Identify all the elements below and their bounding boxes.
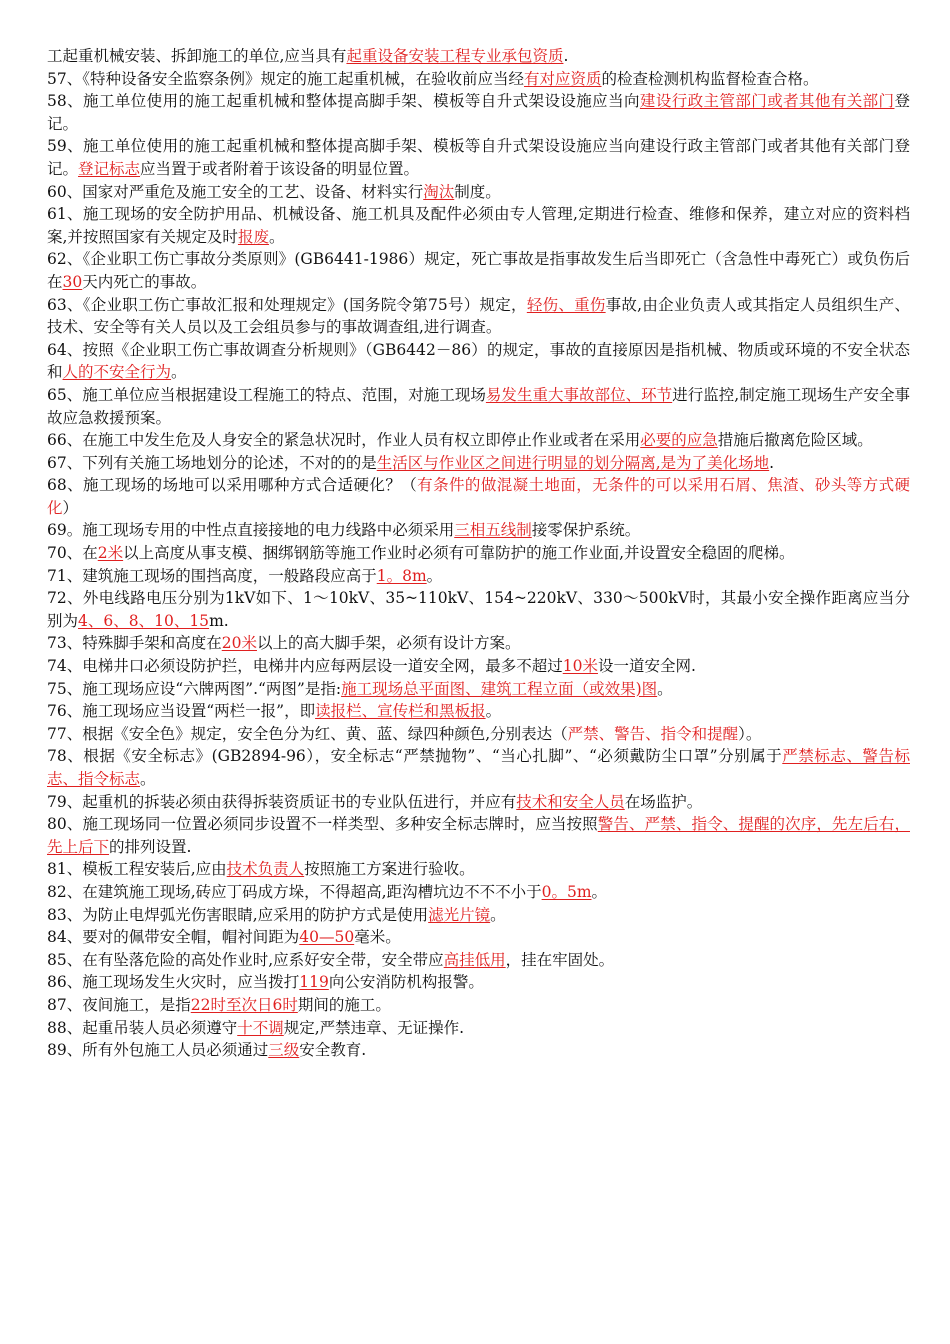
question-text: 60、国家对严重危及施工安全的工艺、设备、材料实行 xyxy=(47,182,424,201)
question-item xyxy=(47,294,910,339)
question-text: 75、施工现场应设“六牌两图”.“两图”是指: xyxy=(47,679,342,698)
question-text: 。 xyxy=(490,905,506,924)
answer-text: 三相五线制 xyxy=(454,521,532,540)
question-text: 73、特殊脚手架和高度在 xyxy=(47,634,222,653)
question-text: . xyxy=(563,47,569,65)
question-item xyxy=(47,813,910,858)
answer-text: 警告、严禁、指令、提醒的次序，先左后右，先上后下 xyxy=(47,815,910,856)
question-item xyxy=(47,135,910,180)
question-text: m. xyxy=(209,611,229,630)
question-text: 67、下列有关施工场地划分的论述，不对的的是 xyxy=(47,453,377,472)
answer-text: 三级 xyxy=(268,1041,300,1060)
question-text: 82、在建筑施工现场,砖应丁码成方垛，不得超高,距沟槽坑边不不不小于 xyxy=(47,882,542,901)
answer-text: 22时至次日6时 xyxy=(190,995,298,1014)
answer-text: 20米 xyxy=(221,634,257,653)
question-text: 安全教育. xyxy=(299,1041,367,1060)
question-text: 接零保护系统。 xyxy=(531,521,641,540)
answer-text: 建设行政主管部门或者其他有关部门 xyxy=(639,92,895,111)
question-item xyxy=(47,971,910,994)
answer-text: 有条件的做混凝土地面，无条件的可以采用石屑、焦渣、砂头等方式硬化 xyxy=(47,476,910,517)
question-text: 措施后撤离危险区域。 xyxy=(717,431,873,450)
question-item xyxy=(47,858,910,881)
question-text: ）。 xyxy=(738,724,762,743)
question-text: 69。施工现场专用的中性点直接接地的电力线路中必须采用 xyxy=(47,521,455,540)
question-text: 。 xyxy=(591,882,608,901)
question-text: 期间的施工。 xyxy=(297,995,391,1014)
question-text: 81、模板工程安装后,应由 xyxy=(47,860,227,879)
question-item xyxy=(47,904,910,927)
question-text: 89、所有外包施工人员必须通过 xyxy=(47,1041,269,1060)
question-text: 制度。 xyxy=(454,182,501,201)
question-item xyxy=(47,791,910,814)
answer-text: 生活区与作业区之间进行明显的划分隔离,是为了美化场地 xyxy=(376,453,770,472)
answer-text: 1。8m xyxy=(376,566,427,585)
answer-text: 淘汰 xyxy=(423,182,455,201)
question-item xyxy=(47,745,910,790)
question-item xyxy=(47,90,910,135)
question-text: 毫米。 xyxy=(354,928,401,947)
question-item xyxy=(47,587,910,632)
question-text: 68、施工现场的场地可以采用哪种方式合适硬化？（ xyxy=(47,476,418,495)
question-text: 。 xyxy=(268,227,285,246)
question-text: 84、要对的佩带安全帽，帽衬间距为 xyxy=(47,928,300,947)
question-text: 设一道安全网. xyxy=(597,657,696,676)
question-text: 85、在有坠落危险的高处作业时,应系好安全带，安全带应 xyxy=(47,950,444,969)
answer-text: 滤光片镜 xyxy=(428,905,491,924)
question-text: 进行监控,制定施工现场生产安全事故应急救援预案。 xyxy=(47,385,910,427)
question-item xyxy=(47,723,910,746)
question-text: 78、根据《安全标志》(GB2894-96），安全标志“严禁抛物”、“当心扎脚”、“必须戴防尘口罩”分别属于 xyxy=(47,747,783,766)
question-item xyxy=(47,452,910,475)
question-text: 62、《企业职工伤亡事故分类原则》(GB6441-1986）规定，死亡事故是指事故发生后当即死亡（含急性中毒死亡）或负伤后在 xyxy=(47,250,910,291)
question-text: 57、《特种设备安全监察条例》规定的施工起重机械，在验收前应当经 xyxy=(47,69,524,88)
question-text: 天内死亡的事故。 xyxy=(82,272,207,291)
question-text: 77、根据《安全色》规定，安全色分为红、黄、蓝、绿四种颜色,分别表达（ xyxy=(47,724,568,743)
question-text: ，挂在牢固处。 xyxy=(505,950,615,969)
question-text: 的检查检测机构监督检查合格。 xyxy=(601,69,819,88)
question-text: 以上的高大脚手架，必须有设计方案。 xyxy=(256,634,521,653)
question-text: 以上高度从事支模、捆绑钢筋等施工作业时必须有可靠防护的施工作业面,并设置安全稳固的爬梯。 xyxy=(123,544,795,563)
question-item xyxy=(47,203,910,248)
question-item xyxy=(47,655,910,678)
question-text: 86、施工现场发生火灾时，应当拨打 xyxy=(47,973,300,992)
question-text: 。 xyxy=(657,679,673,698)
question-item xyxy=(47,339,910,384)
question-text: 74、电梯井口必须设防护拦，电梯井内应每两层设一道安全网，最多不超过 xyxy=(47,657,563,676)
question-item xyxy=(47,632,910,655)
question-text: 58、施工单位使用的施工起重机械和整体提高脚手架、模板等自升式架设设施应当向 xyxy=(47,92,640,111)
question-text: 。 xyxy=(485,702,502,721)
question-item xyxy=(47,994,910,1017)
question-text: 按照施工方案进行验收。 xyxy=(304,860,475,879)
question-item xyxy=(47,181,910,204)
question-text: 87、夜间施工，是指 xyxy=(47,995,191,1014)
answer-text: 2米 xyxy=(97,544,124,563)
question-item xyxy=(47,949,910,972)
question-item xyxy=(47,1017,910,1040)
answer-text: 报废 xyxy=(237,227,269,246)
answer-text: 高挂低用 xyxy=(443,950,506,969)
question-item xyxy=(47,68,910,91)
question-text: 工起重机械安装、拆卸施工的单位,应当具有 xyxy=(47,47,347,65)
question-item xyxy=(47,700,910,723)
answer-text: 技术负责人 xyxy=(226,860,305,879)
question-text: 63、《企业职工伤亡事故汇报和处理规定》(国务院令第75号）规定， xyxy=(47,295,527,314)
question-text: 70、在 xyxy=(47,544,98,563)
answer-text: 起重设备安装工程专业承包资质 xyxy=(346,47,564,65)
question-text: 应当置于或者附着于该设备的明显位置。 xyxy=(140,159,420,178)
answer-text: 施工现场总平面图、建筑工程立面（或效果)图 xyxy=(341,679,658,698)
question-text: 80、施工现场同一位置必须同步设置不一样类型、多种安全标志牌时，应当按照 xyxy=(47,815,598,834)
question-text: 59、施工单位使用的施工起重机械和整体提高脚手架、模板等自升式架设设施应当向建设行政主管部门或者其他有关部门登记。 xyxy=(47,137,910,178)
question-text: 的排列设置. xyxy=(109,837,192,856)
answer-text: 人的不安全行为 xyxy=(62,363,172,382)
answer-text: 易发生重大事故部位、环节 xyxy=(485,385,673,404)
question-item xyxy=(47,881,910,904)
question-item xyxy=(47,926,910,949)
question-item xyxy=(47,678,910,701)
question-text: 65、施工单位应当根据建设工程施工的特点、范围，对施工现场 xyxy=(47,385,486,404)
answer-text: 10米 xyxy=(562,657,598,676)
answer-text: 技术和安全人员 xyxy=(516,792,625,811)
answer-text: 轻伤、重伤 xyxy=(526,295,606,314)
question-item xyxy=(47,1039,910,1062)
answer-text: 严禁标志、警告标志、指令标志 xyxy=(47,747,910,788)
question-text: 83、为防止电焊弧光伤害眼睛,应采用的防护方式是使用 xyxy=(47,905,429,924)
question-item xyxy=(47,248,910,293)
question-text: 88、起重吊装人员必须遵守 xyxy=(47,1018,238,1037)
question-text: 在场监护。 xyxy=(624,792,703,811)
question-text: 。 xyxy=(426,566,443,585)
question-item xyxy=(47,429,910,452)
answer-text: 有对应资质 xyxy=(523,69,602,88)
question-text: 64、按照《企业职工伤亡事故调查分析规则》（GB6442－86）的规定，事故的直接原因是指机械、物质或环境的不安全状态和 xyxy=(47,340,910,382)
answer-text: 十不调 xyxy=(237,1018,284,1037)
answer-text: 登记标志 xyxy=(78,159,141,178)
question-item xyxy=(47,542,910,565)
question-text: 76、施工现场应当设置“两栏一报”，即 xyxy=(47,702,316,721)
answer-text: 必要的应急 xyxy=(640,431,718,450)
question-item xyxy=(47,384,910,429)
question-list xyxy=(47,45,910,1062)
answer-text: 40—50 xyxy=(299,928,355,947)
answer-text: 119 xyxy=(299,973,329,992)
answer-text: 严禁、警告、指令和提醒 xyxy=(567,724,739,743)
question-text: 79、起重机的拆装必须由获得拆装资质证书的专业队伍进行，并应有 xyxy=(47,792,517,811)
answer-text: 30 xyxy=(62,272,83,291)
question-text: 登记。 xyxy=(47,92,910,133)
question-text: 61、施工现场的安全防护用品、机械设备、施工机具及配件必须由专人管理,定期进行检查、维修和保养，建立对应的资料档案,并按照国家有关规定及时 xyxy=(47,205,910,246)
question-item xyxy=(47,474,910,519)
question-text: 规定,严禁违章、无证操作. xyxy=(283,1018,465,1037)
question-item xyxy=(47,519,910,542)
question-text: 。 xyxy=(140,770,156,788)
answer-text: 4、6、8、10、15 xyxy=(78,611,210,630)
question-text: 71、建筑施工现场的围挡高度，一般路段应高于 xyxy=(47,566,377,585)
question-text: 。 xyxy=(171,363,187,382)
answer-text: 读报栏、宣传栏和黑板报 xyxy=(315,702,486,721)
question-item xyxy=(47,45,910,68)
question-text: 72、外电线路电压分别为1kV如下、1～10kV、35~110kV、154~220kV、330～500kV时，其最小安全操作距离应当分别为 xyxy=(47,589,910,630)
question-text: 向公安消防机构报警。 xyxy=(328,973,484,992)
question-text: ） xyxy=(62,498,79,517)
question-text: 事故,由企业负责人或其指定人员组织生产、技术、安全等有关人员以及工会组员参与的事故调查组,进行调查。 xyxy=(47,295,910,337)
question-text: . xyxy=(769,453,775,472)
question-item xyxy=(47,565,910,588)
answer-text: 0。5m xyxy=(541,882,592,901)
question-text: 66、在施工中发生危及人身安全的紧急状况时，作业人员有权立即停止作业或者在采用 xyxy=(47,431,641,450)
